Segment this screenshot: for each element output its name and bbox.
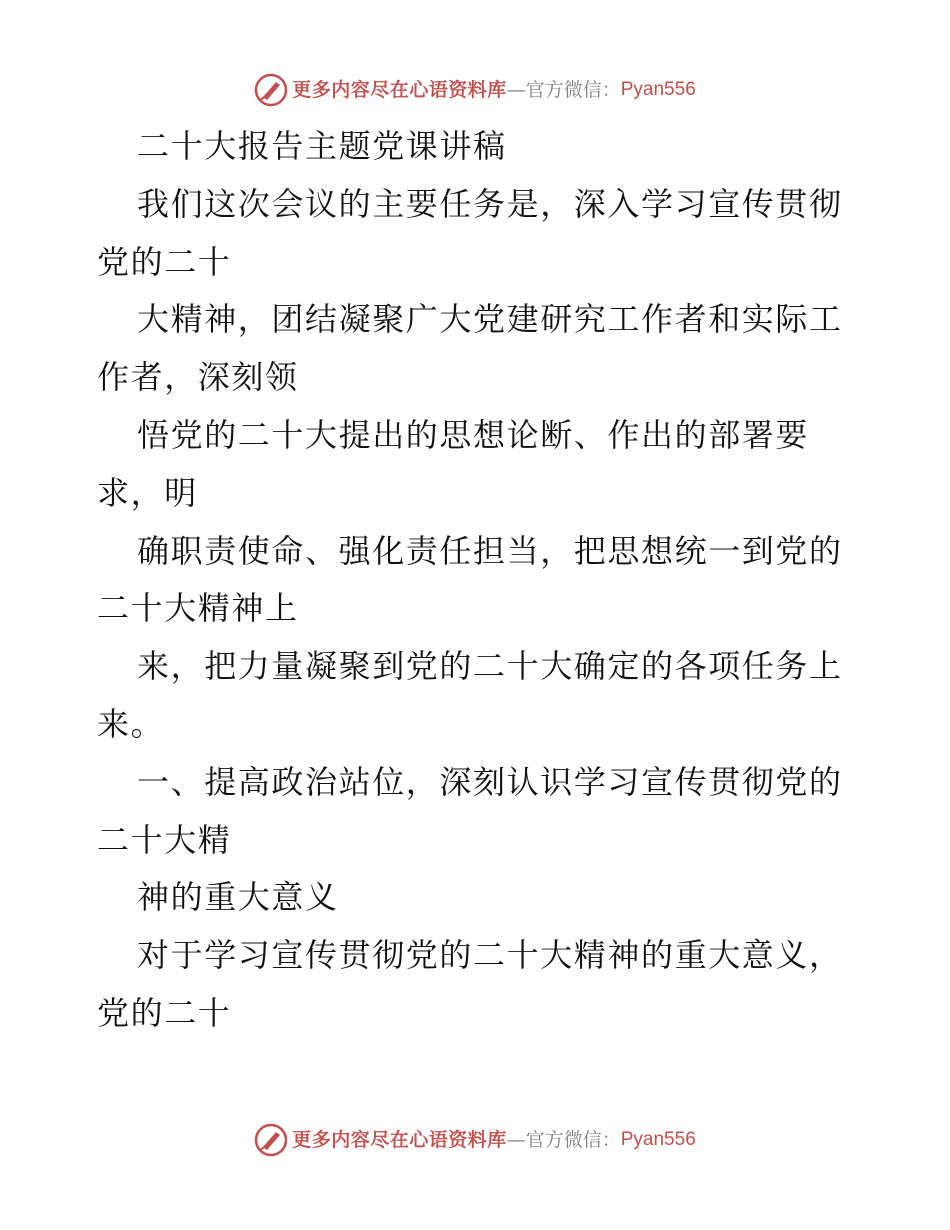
- paragraph-line: 党的二十: [97, 242, 232, 281]
- paragraph-line: 确职责使命、强化责任担当，把思想统一到党的: [137, 531, 843, 570]
- header-brand-text: 更多内容尽在心语资料库: [292, 79, 507, 101]
- paragraph-line: 悟党的二十大提出的思想论断、作出的部署要: [137, 415, 810, 454]
- section-heading-line: 一、提高政治站位，深刻认识学习宣传贯彻党的: [137, 762, 843, 801]
- section-heading-line: 二十大精: [97, 820, 232, 859]
- paragraph-line: 党的二十: [97, 993, 232, 1032]
- section-heading-line: 神的重大意义: [137, 878, 339, 917]
- paragraph-line: 作者，深刻领: [97, 358, 299, 397]
- header-wechat-id: Pyan556: [620, 79, 696, 100]
- footer-banner: [0, 1120, 950, 1160]
- paragraph-line: 大精神，团结凝聚广大党建研究工作者和实际工: [137, 300, 843, 339]
- footer-wechat-label: 官方微信：: [525, 1129, 621, 1151]
- paragraph-line: 求，明: [97, 473, 198, 512]
- paragraph-line: 我们这次会议的主要任务是，深入学习宣传贯彻: [137, 184, 843, 223]
- header-banner: [0, 70, 950, 110]
- paragraph-line: 二十大精神上: [97, 589, 299, 628]
- paragraph-line: 来，把力量凝聚到党的二十大确定的各项任务上: [137, 647, 843, 686]
- paragraph-line: 来。: [97, 704, 165, 743]
- footer-wechat-id: Pyan556: [620, 1129, 696, 1150]
- document-title: 二十大报告主题党课讲稿: [137, 127, 507, 165]
- header-wechat-label: 官方微信：: [525, 79, 621, 101]
- footer-separator: —: [506, 1129, 526, 1151]
- document-body: [97, 118, 897, 1043]
- footer-brand-text: 更多内容尽在心语资料库: [292, 1129, 507, 1151]
- paragraph-line: 对于学习宣传贯彻党的二十大精神的重大意义，: [137, 936, 843, 975]
- red-circular-seal-icon: [254, 73, 288, 107]
- header-separator: —: [506, 79, 526, 101]
- red-circular-seal-icon: [254, 1123, 288, 1157]
